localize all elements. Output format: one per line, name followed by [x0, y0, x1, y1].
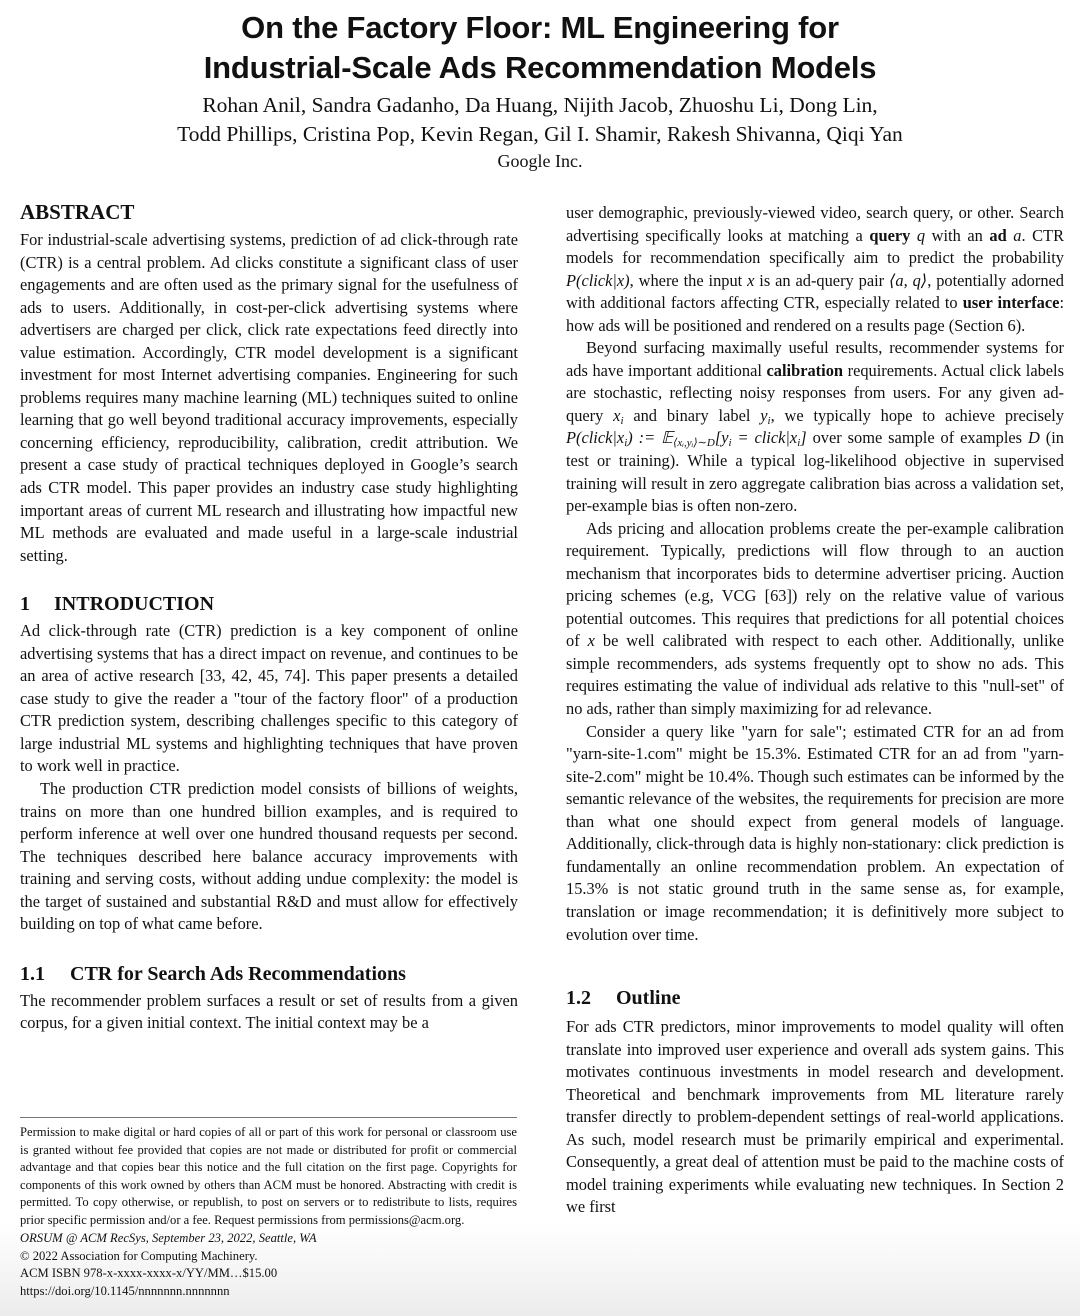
- paper-header: [0, 8, 1080, 173]
- section-number: 1.1: [20, 962, 45, 985]
- math-a: a: [1013, 225, 1022, 245]
- text-run: and binary label: [623, 405, 761, 425]
- permission-notice: Permission to make digital or hard copies of all or part of this work for personal or classroom use is granted without fee provided that copies are not made or distributed for profit or commercial advantage and that copies bear this notice and the full citation on the first page. Copyrights for components of this work owned by others than ACM must be honored. Abstracting with credit is permitted. To copy otherwise, or republish, to post on servers or to redistribute to lists, requires prior specific permission and/or a fee. Request permissions from permissions@acm.org.: [20, 1125, 517, 1227]
- section-title: Outline: [616, 987, 681, 1010]
- section-1-1-paragraph-3: [566, 518, 1064, 721]
- math-x: x: [747, 270, 755, 290]
- math-calibration-equation: [566, 428, 807, 450]
- eq-part: P(click|x: [566, 428, 625, 448]
- section-title: INTRODUCTION: [54, 593, 215, 616]
- section-1-1-paragraph-4: Consider a query like "yarn for sale"; estimated CTR for an ad from "yarn-site-1.com" might be 15.3%. Estimated CTR for an ad from "yarn-site-2.com" might be 10.4%. Though such estimates can be informed by the semantic relevance of the websites, the requirements for precision are more than what one should expect from general models of language. Additionally, click-through data is highly non-stationary: click prediction is fundamentally an online recommendation problem. An expectation of 15.3% is not static ground truth in the same sense as, for example, translation or image recommendation; it is definitively more subject to evolution over time.: [566, 721, 1064, 944]
- section-1-1-paragraph-1-start: The recommender problem surfaces a result or set of results from a given corpus, for a given initial context. The initial context may be a: [20, 990, 518, 1033]
- eq-sub: i: [797, 437, 801, 450]
- section-number: 1: [20, 593, 30, 616]
- math-y: y: [760, 405, 768, 425]
- text-run: with an: [925, 225, 990, 245]
- math-subscript-i: i: [767, 414, 771, 427]
- intro-paragraph-2: The production CTR prediction model consists of billions of weights, trains on more than one hundred billion examples, and is required to perform inference at well over one hundred thousand requests per second. The techniques described here balance accuracy improvements with training and serving costs, without adding undue complexity: the model is the target of sustained and substantial R&D and must allow for effectively building on top of what came before.: [20, 779, 518, 934]
- math-d: D: [1027, 428, 1040, 448]
- text-run: be well calibrated with respect to each other. Additionally, unlike simple recommenders, ads systems frequently opt to show no ads. This requires estimating the value of individual ads relative to this "null-set" of no ads, rather than simply maximizing for ad relevance.: [566, 631, 1064, 719]
- text-run: requirements. Actual click labels are stochastic, reflecting noisy responses from users. For any given ad-query: [566, 360, 1064, 425]
- text-run: . CTR models for recommendation specifically aim to predict the probability: [566, 225, 1065, 268]
- text-run: , potentially adorned with additional factors affecting CTR, especially related to: [566, 270, 1064, 313]
- math-subscript-i: i: [620, 414, 624, 427]
- text-run: user demographic, previously-viewed video, search query, or other. Search advertising specifically looks at matching a: [566, 203, 1064, 245]
- term-query: query: [869, 225, 911, 245]
- math-ad-query-pair: ⟨a, q⟩: [889, 270, 928, 290]
- section-1-1-paragraph-1-cont: [566, 202, 1064, 337]
- text-run: , where the input: [629, 270, 748, 290]
- isbn-line: ACM ISBN 978-x-xxxx-xxxx-x/YY/MM…$15.00: [20, 1266, 278, 1280]
- authors-line-1: Rohan Anil, Sandra Gadanho, Da Huang, Nijith Jacob, Zhuoshu Li, Dong Lin,: [202, 93, 878, 117]
- title-line-1: On the Factory Floor: ML Engineering for: [241, 10, 839, 45]
- abstract-text: For industrial-scale advertising systems, prediction of ad click-through rate (CTR) is a central problem. Ad clicks constitute a significant class of user engagements and are often used as the primary signal for the usefulness of ads to users. Additionally, in cost-per-click advertising systems where advertisers are charged per click, click rate expectations feed directly into value estimation. Accordingly, CTR model development is a significant investment for most Internet advertising companies. Engineering for such problems requires many machine learning (ML) techniques suited to online learning that go well beyond traditional accuracy improvements, especially concerning efficiency, reproducibility, calibration, credit attribution. We present a case study of practical techniques deployed in Google’s search ads CTR model. This paper provides an industry case study highlighting important areas of current ML research and illustrating how impactful new ML methods are evaluated and made useful in a large-scale industrial setting.: [20, 230, 518, 565]
- abstract-heading: ABSTRACT: [20, 200, 135, 224]
- text-run: over some sample of examples: [806, 428, 1028, 448]
- footnote-divider: [20, 1117, 517, 1118]
- eq-sub: i: [728, 437, 732, 450]
- math-x: x: [587, 631, 595, 651]
- math-p-click-x: P(click|x): [566, 270, 630, 290]
- copyright-footnote: [20, 1124, 517, 1300]
- eq-sub: i: [624, 437, 628, 450]
- section-1-2-paragraph-1: For ads CTR predictors, minor improvements to model quality will often translate into improved user experience and overall ads system gains. This motivates continuous investments in model research and development. Theoretical and benchmark improvements from ML literature rarely transfer directly to problem-dependent settings of real-world applications. As such, model research must be primarily empirical and experimental. Consequently, a great deal of attention must be paid to the machine costs of model training experiments while evaluating new techniques. In Section 2 we first: [566, 1017, 1064, 1217]
- text-run: , we typically hope to achieve precisely: [770, 405, 1064, 425]
- eq-part: = click|x: [731, 428, 798, 448]
- section-1-2-heading: [566, 984, 1064, 1012]
- section-1-heading: [20, 590, 518, 618]
- math-q: q: [916, 225, 926, 245]
- eq-part: ) := 𝔼: [627, 428, 674, 448]
- text-run: : how ads will be positioned and rendered on a results page (Section 6).: [566, 293, 1064, 335]
- intro-paragraph-1: Ad click-through rate (CTR) prediction is a key component of online advertising systems that has a direct impact on revenue, and continues to be an area of active research [33, 42, 45, 74]. This paper presents a detailed case study to give the reader a "tour of the factory floor" of a production CTR prediction system, describing challenges specific to this category of large industrial ML systems and highlighting techniques that have proven to work well in practice.: [20, 621, 518, 776]
- affiliation: Google Inc.: [497, 151, 583, 171]
- right-column: [566, 202, 1064, 1219]
- section-1-1-heading: [20, 960, 518, 988]
- venue-line: ORSUM @ ACM RecSys, September 23, 2022, Seattle, WA: [20, 1231, 317, 1245]
- left-column: [20, 198, 518, 1035]
- doi-link[interactable]: https://doi.org/10.1145/nnnnnnn.nnnnnnn: [20, 1283, 230, 1298]
- text-run: is an ad-query pair: [754, 270, 890, 290]
- section-number: 1.2: [566, 987, 591, 1010]
- eq-part: [y: [714, 428, 729, 448]
- paper-title: [0, 8, 1080, 88]
- section-1-1-paragraph-2: [566, 337, 1064, 517]
- text-run: (in test or training). While a typical log-likelihood objective in supervised training will result in zero aggregate calibration bias across a validation set, per-example bias is often non-zero.: [566, 428, 1064, 516]
- text-run: Beyond surfacing maximally useful results, recommender systems for ads have important additional: [566, 338, 1064, 380]
- eq-sub: ⟨xᵢ,yᵢ⟩∼D: [673, 437, 715, 450]
- term-ad: ad: [989, 225, 1007, 245]
- math-x: x: [613, 405, 621, 425]
- text-run: Ads pricing and allocation problems create the per-example calibration requirement. Typically, predictions will flow through to an auction mechanism that incorporates bids to determine advertiser pricing. Auction pricing schemes (e.g, VCG [63]) rely on the relative value of various potential outcomes. This requires that predictions for all potential choices of: [566, 518, 1064, 651]
- term-user-interface: user interface: [962, 293, 1060, 313]
- copyright-line: © 2022 Association for Computing Machinery.: [20, 1248, 258, 1263]
- author-list: [0, 91, 1080, 149]
- eq-part: ]: [800, 428, 807, 448]
- section-title: CTR for Search Ads Recommendations: [70, 962, 406, 985]
- authors-line-2: Todd Phillips, Cristina Pop, Kevin Regan, Gil I. Shamir, Rakesh Shivanna, Qiqi Yan: [177, 122, 903, 146]
- title-line-2: Industrial-Scale Ads Recommendation Models: [203, 50, 877, 85]
- term-calibration: calibration: [766, 360, 844, 380]
